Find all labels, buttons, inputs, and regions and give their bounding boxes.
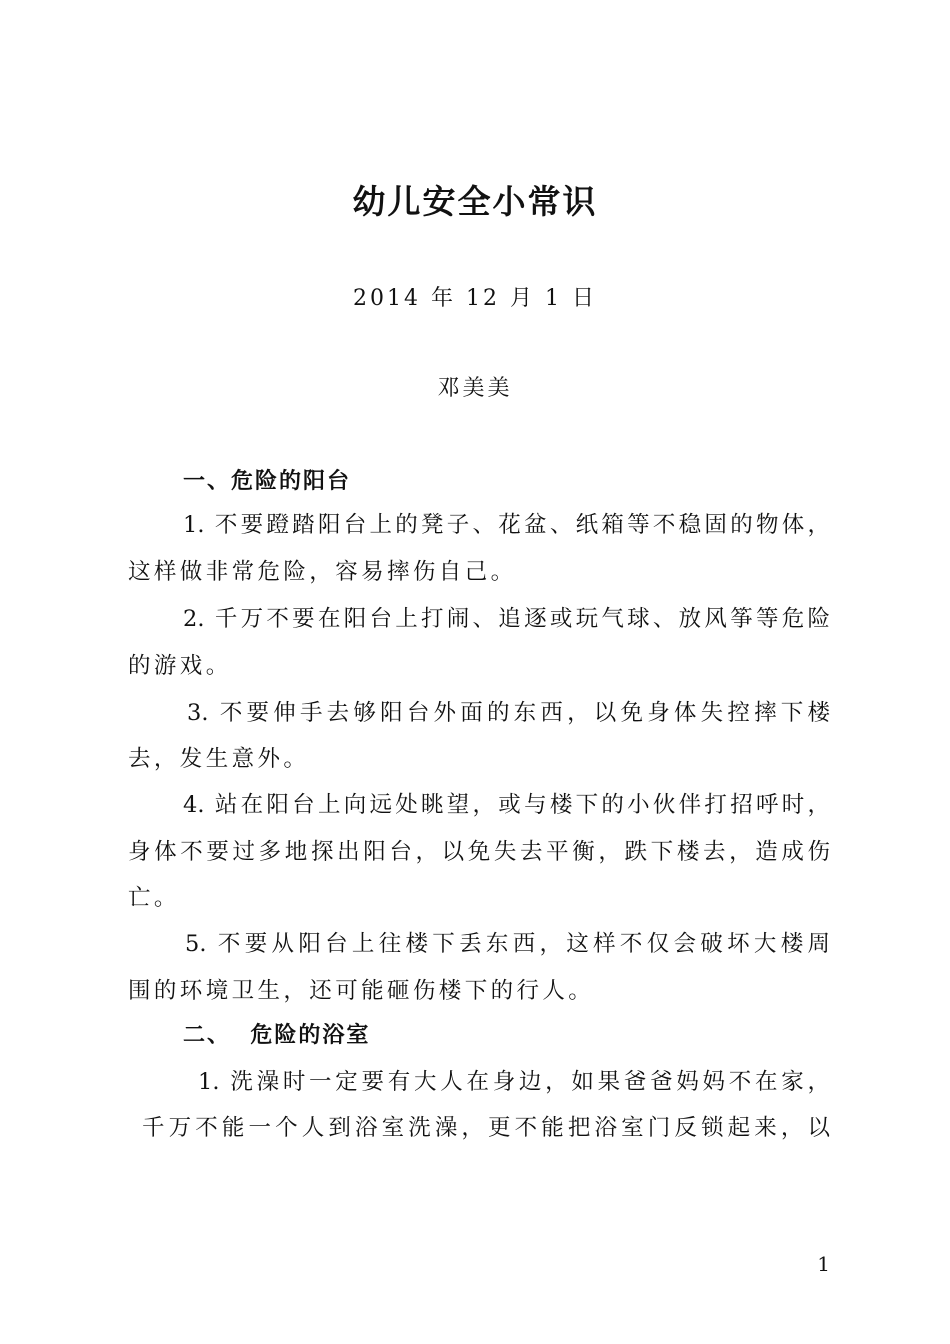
document-date: 2014 年 12 月 1 日 xyxy=(353,286,597,311)
paragraph-line: 5. 不要从阳台上往楼下丢东西，这样不仅会破坏大楼周 xyxy=(185,931,830,957)
paragraph-line: 4. 站在阳台上向远处眺望，或与楼下的小伙伴打招呼时， xyxy=(183,792,830,818)
paragraph-line: 这样做非常危险，容易摔伤自己。 xyxy=(128,559,517,585)
section-heading-bathroom: 二、 危险的浴室 xyxy=(183,1023,371,1048)
paragraph-line: 亡。 xyxy=(128,885,180,911)
document-author: 邓美美 xyxy=(437,376,513,401)
paragraph-line: 去，发生意外。 xyxy=(128,746,310,772)
paragraph-line: 1. 洗澡时一定要有大人在身边，如果爸爸妈妈不在家， xyxy=(198,1069,830,1095)
paragraph-line: 身体不要过多地探出阳台，以免失去平衡，跌下楼去，造成伤 xyxy=(128,839,830,865)
paragraph-line: 围的环境卫生，还可能砸伤楼下的行人。 xyxy=(128,978,595,1004)
section-heading-balcony: 一、危险的阳台 xyxy=(183,469,352,494)
paragraph-line: 3. 不要伸手去够阳台外面的东西，以免身体失控摔下楼 xyxy=(187,700,830,726)
document-title: 幼儿安全小常识 xyxy=(352,182,598,221)
paragraph-line: 的游戏。 xyxy=(128,653,232,679)
page-number: 1 xyxy=(817,1252,830,1276)
paragraph-line: 1. 不要蹬踏阳台上的凳子、花盆、纸箱等不稳固的物体， xyxy=(183,512,830,538)
paragraph-line: 千万不能一个人到浴室洗澡，更不能把浴室门反锁起来，以 xyxy=(142,1115,830,1141)
paragraph-line: 2. 千万不要在阳台上打闹、追逐或玩气球、放风筝等危险 xyxy=(183,606,830,632)
